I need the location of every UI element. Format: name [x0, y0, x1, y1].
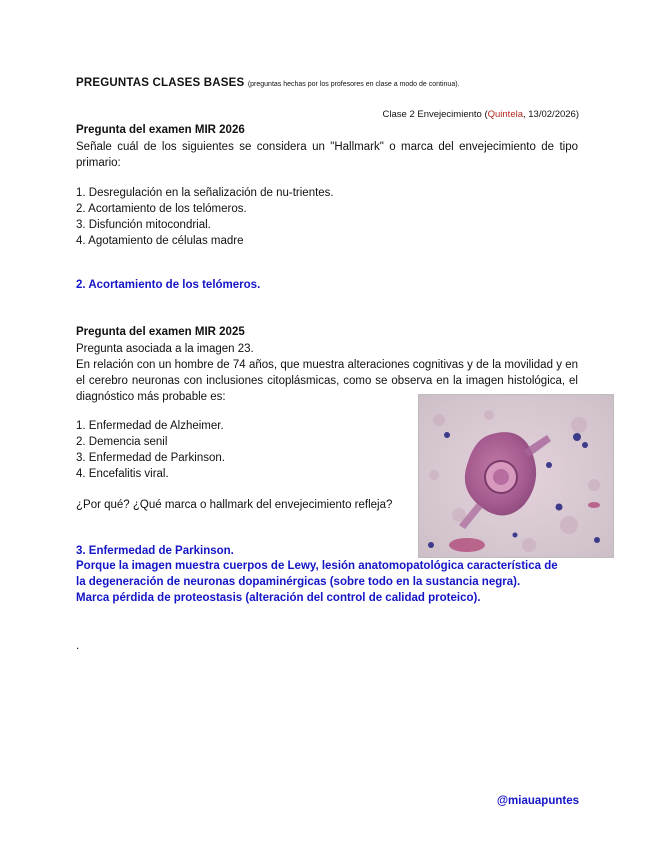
q2-option: 4. Encefalitis viral.	[76, 468, 169, 480]
q1-answer: 2. Acortamiento de los telómeros.	[76, 279, 261, 291]
histology-image	[418, 394, 614, 558]
class-suffix: , 13/02/2026)	[523, 109, 579, 120]
stray-dot: .	[76, 640, 80, 652]
q2-answer-line: Marca pérdida de proteostasis (alteración del control de calidad proteico).	[76, 592, 481, 604]
q2-answer-line: Porque la imagen muestra cuerpos de Lewy, lesión anatomopatológica característica de	[76, 560, 558, 572]
q1-option: 3. Disfunción mitocondrial.	[76, 219, 211, 231]
q2-option: 3. Enfermedad de Parkinson.	[76, 452, 225, 464]
q2-answer-title: 3. Enfermedad de Parkinson.	[76, 545, 234, 557]
lewy-body-micrograph	[419, 395, 613, 557]
q1-options	[76, 185, 334, 249]
q2-why: ¿Por qué? ¿Qué marca o hallmark del envejecimiento refleja?	[76, 499, 393, 511]
title-text: PREGUNTAS CLASES BASES	[76, 77, 245, 89]
q1-heading: Pregunta del examen MIR 2026	[76, 124, 245, 136]
q2-statement: En relación con un hombre de 74 años, que muestra alteraciones cognitivas y de la movilidad y en el cerebro neuronas con inclusiones citoplásmicas, como se observa en la imagen histológica, el diagnóstico más probable es:	[76, 359, 578, 403]
teacher-name: Quintela	[487, 109, 523, 120]
q2-option: 1. Enfermedad de Alzheimer.	[76, 420, 224, 432]
q2-image-reference: Pregunta asociada a la imagen 23.	[76, 343, 254, 355]
class-prefix: Clase 2 Envejecimiento (	[382, 109, 488, 120]
q1-statement: Señale cuál de los siguientes se considera un "Hallmark" o marca del envejecimiento de tipo primario:	[76, 141, 578, 169]
q1-option: 1. Desregulación en la señalización de nu-trientes.	[76, 187, 334, 199]
title-note: (preguntas hechas por los profesores en clase a modo de continua).	[247, 81, 460, 88]
q2-heading: Pregunta del examen MIR 2025	[76, 326, 245, 338]
q2-answer-line: la degeneración de neuronas dopaminérgicas (sobre todo en la sustancia negra).	[76, 576, 521, 588]
q1-option: 4. Agotamiento de células madre	[76, 235, 244, 247]
page-title	[76, 77, 460, 89]
q1-option: 2. Acortamiento de los telómeros.	[76, 203, 247, 215]
class-info-line	[383, 109, 579, 120]
q2-options	[76, 418, 225, 482]
author-handle: @miauapuntes	[496, 795, 579, 807]
q2-option: 2. Demencia senil	[76, 436, 168, 448]
